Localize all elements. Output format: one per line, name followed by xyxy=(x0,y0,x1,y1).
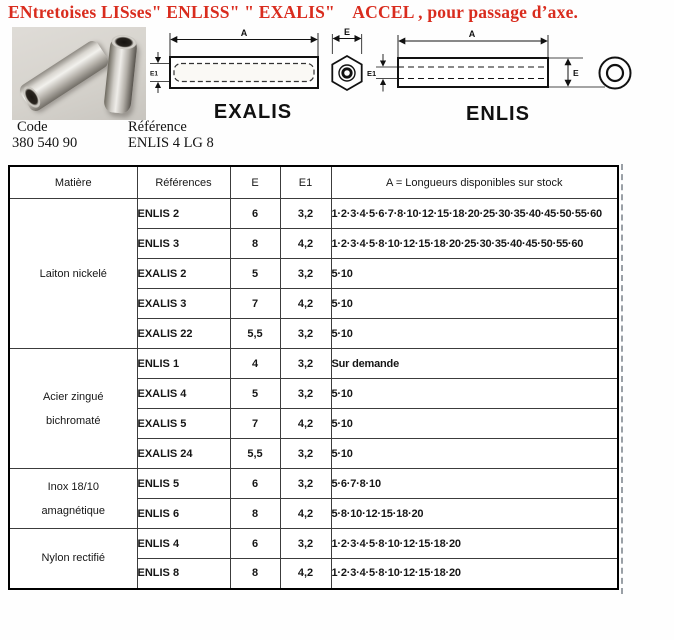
spacer-cylinder-lying xyxy=(17,38,110,113)
reference-cell: ENLIS 8 xyxy=(137,559,230,589)
reference-cell: EXALIS 4 xyxy=(137,379,230,409)
spacer-cylinder-standing xyxy=(103,36,138,114)
e1-cell: 3,2 xyxy=(280,529,331,559)
page-title: ENtretoises LISses" ENLISS" " EXALIS" ACCEL , pour passage d’axe. xyxy=(8,2,579,22)
reference-cell: EXALIS 2 xyxy=(137,259,230,289)
e-cell: 8 xyxy=(230,229,280,259)
lengths-cell: 5·10 xyxy=(331,409,618,439)
table-row xyxy=(9,469,618,499)
spacer-bore-hole xyxy=(20,83,44,110)
reference-cell: ENLIS 1 xyxy=(137,349,230,379)
e-cell: 6 xyxy=(230,469,280,499)
enlis-dim-a-label: A xyxy=(468,29,476,39)
lengths-cell: 1·2·3·4·5·6·7·8·10·12·15·18·20·25·30·35·40·45·50·55·60 xyxy=(331,199,618,229)
matiere-cell xyxy=(9,199,137,349)
spacers-photo xyxy=(12,27,146,120)
e1-cell: 3,2 xyxy=(280,379,331,409)
e-cell: 7 xyxy=(230,409,280,439)
reference-cell: ENLIS 4 xyxy=(137,529,230,559)
matiere-label: Inox 18/10 xyxy=(47,480,99,493)
lengths-cell: Sur demande xyxy=(331,349,618,379)
e-cell: 5,5 xyxy=(230,319,280,349)
e-cell: 4 xyxy=(230,349,280,379)
page-fold-dashed-line xyxy=(621,164,623,594)
reference-cell: EXALIS 22 xyxy=(137,319,230,349)
exalis-caption: EXALIS xyxy=(213,101,293,123)
e1-cell: 3,2 xyxy=(280,319,331,349)
matiere-label: Laiton nickelé xyxy=(39,267,107,280)
e-cell: 6 xyxy=(230,199,280,229)
code-block xyxy=(12,119,77,151)
e-cell: 8 xyxy=(230,559,280,589)
reference-cell: ENLIS 5 xyxy=(137,469,230,499)
e-cell: 5 xyxy=(230,259,280,289)
header-e: E xyxy=(230,166,280,199)
enlis-dim-e1-label: E1 xyxy=(367,69,377,78)
e1-cell: 3,2 xyxy=(280,259,331,289)
lengths-cell: 1·2·3·4·5·8·10·12·15·18·20·25·30·35·40·45·50·55·60 xyxy=(331,229,618,259)
table-row xyxy=(9,199,618,229)
code-value: 380 540 90 xyxy=(12,135,78,151)
lengths-cell: 5·10 xyxy=(331,289,618,319)
matiere-label: amagnétique xyxy=(41,504,106,517)
reference-block xyxy=(128,119,214,151)
e1-cell: 4,2 xyxy=(280,289,331,319)
spec-table xyxy=(8,165,619,590)
e-cell: 5,5 xyxy=(230,439,280,469)
enlis-caption: ENLIS xyxy=(466,103,530,125)
e1-cell: 3,2 xyxy=(280,469,331,499)
e-cell: 7 xyxy=(230,289,280,319)
matiere-cell xyxy=(9,349,137,469)
e1-cell: 4,2 xyxy=(280,559,331,589)
enlis-round-end-view xyxy=(600,58,631,89)
matiere-cell xyxy=(9,469,137,529)
lengths-cell: 1·2·3·4·5·8·10·12·15·18·20 xyxy=(331,529,618,559)
reference-cell: ENLIS 6 xyxy=(137,499,230,529)
matiere-cell xyxy=(9,529,137,589)
reference-cell: ENLIS 3 xyxy=(137,229,230,259)
e-cell: 5 xyxy=(230,379,280,409)
lengths-cell: 5·8·10·12·15·18·20 xyxy=(331,499,618,529)
header-longueurs: A = Longueurs disponibles sur stock xyxy=(331,166,618,199)
matiere-label: Acier zingué xyxy=(42,390,104,403)
header-matiere: Matière xyxy=(9,166,137,199)
e1-cell: 4,2 xyxy=(280,499,331,529)
reference-value: ENLIS 4 LG 8 xyxy=(128,135,214,151)
technical-drawings xyxy=(150,25,674,135)
lengths-cell: 5·10 xyxy=(331,259,618,289)
lengths-cell: 5·10 xyxy=(331,319,618,349)
matiere-label: bichromaté xyxy=(46,414,101,427)
reference-cell: EXALIS 24 xyxy=(137,439,230,469)
exalis-hex-end-view xyxy=(332,34,361,90)
matiere-label: Nylon rectifié xyxy=(41,552,106,565)
reference-cell: EXALIS 3 xyxy=(137,289,230,319)
exalis-dim-a-label: A xyxy=(240,28,248,38)
e1-cell: 3,2 xyxy=(280,199,331,229)
reference-cell: EXALIS 5 xyxy=(137,409,230,439)
lengths-cell: 5·6·7·8·10 xyxy=(331,469,618,499)
code-label: Code xyxy=(17,119,48,135)
lengths-cell: 1·2·3·4·5·8·10·12·15·18·20 xyxy=(331,559,618,589)
header-references: Références xyxy=(137,166,230,199)
e1-cell: 3,2 xyxy=(280,439,331,469)
exalis-dim-e1-label: E1 xyxy=(150,70,158,78)
reference-label: Référence xyxy=(128,119,187,135)
lengths-cell: 5·10 xyxy=(331,439,618,469)
e1-cell: 4,2 xyxy=(280,409,331,439)
exalis-dim-e-label: E xyxy=(343,27,351,37)
e1-cell: 4,2 xyxy=(280,229,331,259)
table-header-row xyxy=(9,166,618,199)
lengths-cell: 5·10 xyxy=(331,379,618,409)
header-e1: E1 xyxy=(280,166,331,199)
e-cell: 8 xyxy=(230,499,280,529)
enlis-drawing xyxy=(376,35,605,92)
table-row xyxy=(9,349,618,379)
exalis-drawing xyxy=(150,33,318,93)
reference-cell: ENLIS 2 xyxy=(137,199,230,229)
e-cell: 6 xyxy=(230,529,280,559)
enlis-dim-e-label: E xyxy=(573,68,579,78)
e1-cell: 3,2 xyxy=(280,349,331,379)
table-row xyxy=(9,529,618,559)
spacer-bore-hole xyxy=(111,34,137,51)
